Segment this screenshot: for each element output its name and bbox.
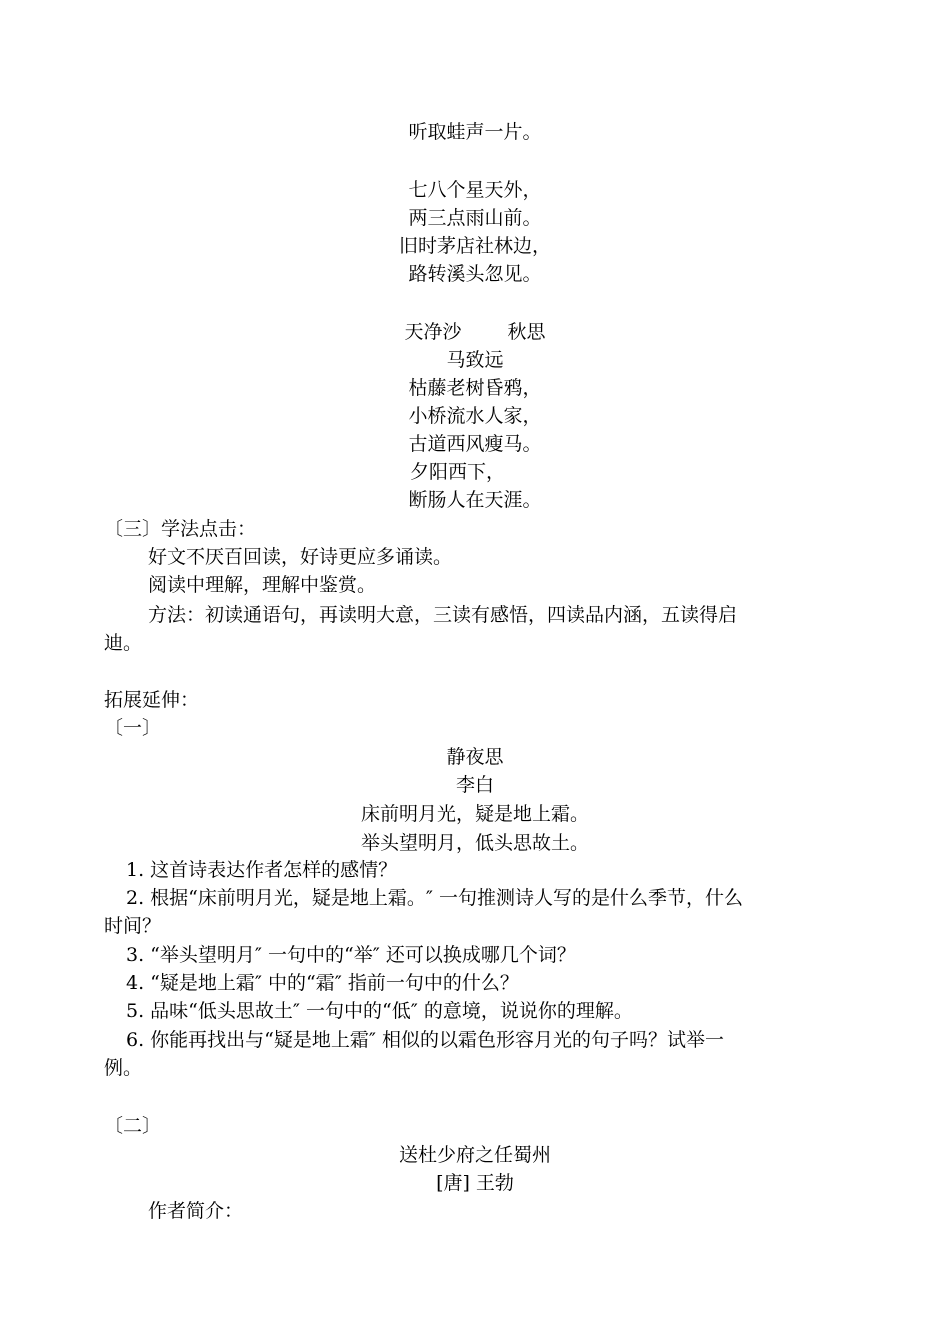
poem-line: 床前明月光，疑是地上霜。 <box>360 803 589 825</box>
poem-title: 静夜思 <box>446 746 504 768</box>
part-label: 〔二〕 <box>104 1115 162 1137</box>
poem-line: 枯藤老树昏鸦， <box>408 377 542 399</box>
question: 时间？ <box>104 915 162 937</box>
poem-author: [唐] 王勃 <box>436 1172 514 1194</box>
question: 6. 你能再找出与“疑是地上霜″ 相似的以霜色形容月光的句子吗？试举一 <box>126 1029 725 1051</box>
paragraph: 阅读中理解，理解中鉴赏。 <box>148 574 377 596</box>
poem-line: 古道西风瘦马。 <box>408 433 542 455</box>
poem-title: 送杜少府之任蜀州 <box>398 1144 551 1166</box>
part-label: 〔一〕 <box>104 717 162 739</box>
question: 4. “疑是地上霜″ 中的“霜″ 指前一句中的什么？ <box>126 972 519 994</box>
paragraph: 方法：初读通语句，再读明大意，三读有感悟，四读品内涵，五读得启 <box>148 604 738 626</box>
section-heading: 拓展延伸： <box>104 689 200 711</box>
section-heading: 〔三〕学法点击： <box>104 518 257 540</box>
poem-line: 小桥流水人家， <box>408 405 542 427</box>
poem-line: 举头望明月，低头思故土。 <box>360 832 589 854</box>
poem-author: 马致远 <box>446 349 504 371</box>
poem-line: 听取蛙声一片。 <box>408 121 542 143</box>
poem-line: 断肠人在天涯。 <box>408 489 542 511</box>
poem-line: 七八个星天外， <box>408 179 542 201</box>
poem-title-main: 天净沙 <box>404 321 462 343</box>
question: 2. 根据“床前明月光，疑是地上霜。″ 一句推测诗人写的是什么季节，什么 <box>126 887 744 909</box>
poem-line: 两三点雨山前。 <box>408 207 542 229</box>
paragraph: 好文不厌百回读，好诗更应多诵读。 <box>148 546 453 568</box>
paragraph: 迪。 <box>104 632 143 654</box>
poem-line: 路转溪头忽见。 <box>408 263 542 285</box>
poem-author: 李白 <box>455 774 494 796</box>
paragraph: 作者简介： <box>148 1200 244 1222</box>
poem-line: 旧时茅店社林边， <box>398 235 551 257</box>
poem-title <box>0 318 950 346</box>
question: 1. 这首诗表达作者怎样的感情？ <box>126 859 398 881</box>
question: 5. 品味“低头思故土″ 一句中的“低″ 的意境，说说你的理解。 <box>126 1000 633 1022</box>
poem-title-sub: 秋思 <box>507 321 546 343</box>
question: 例。 <box>104 1057 143 1079</box>
question: 3. “举头望明月″ 一句中的“举″ 还可以换成哪几个词？ <box>126 944 576 966</box>
poem-line: 夕阳西下， <box>410 461 506 483</box>
